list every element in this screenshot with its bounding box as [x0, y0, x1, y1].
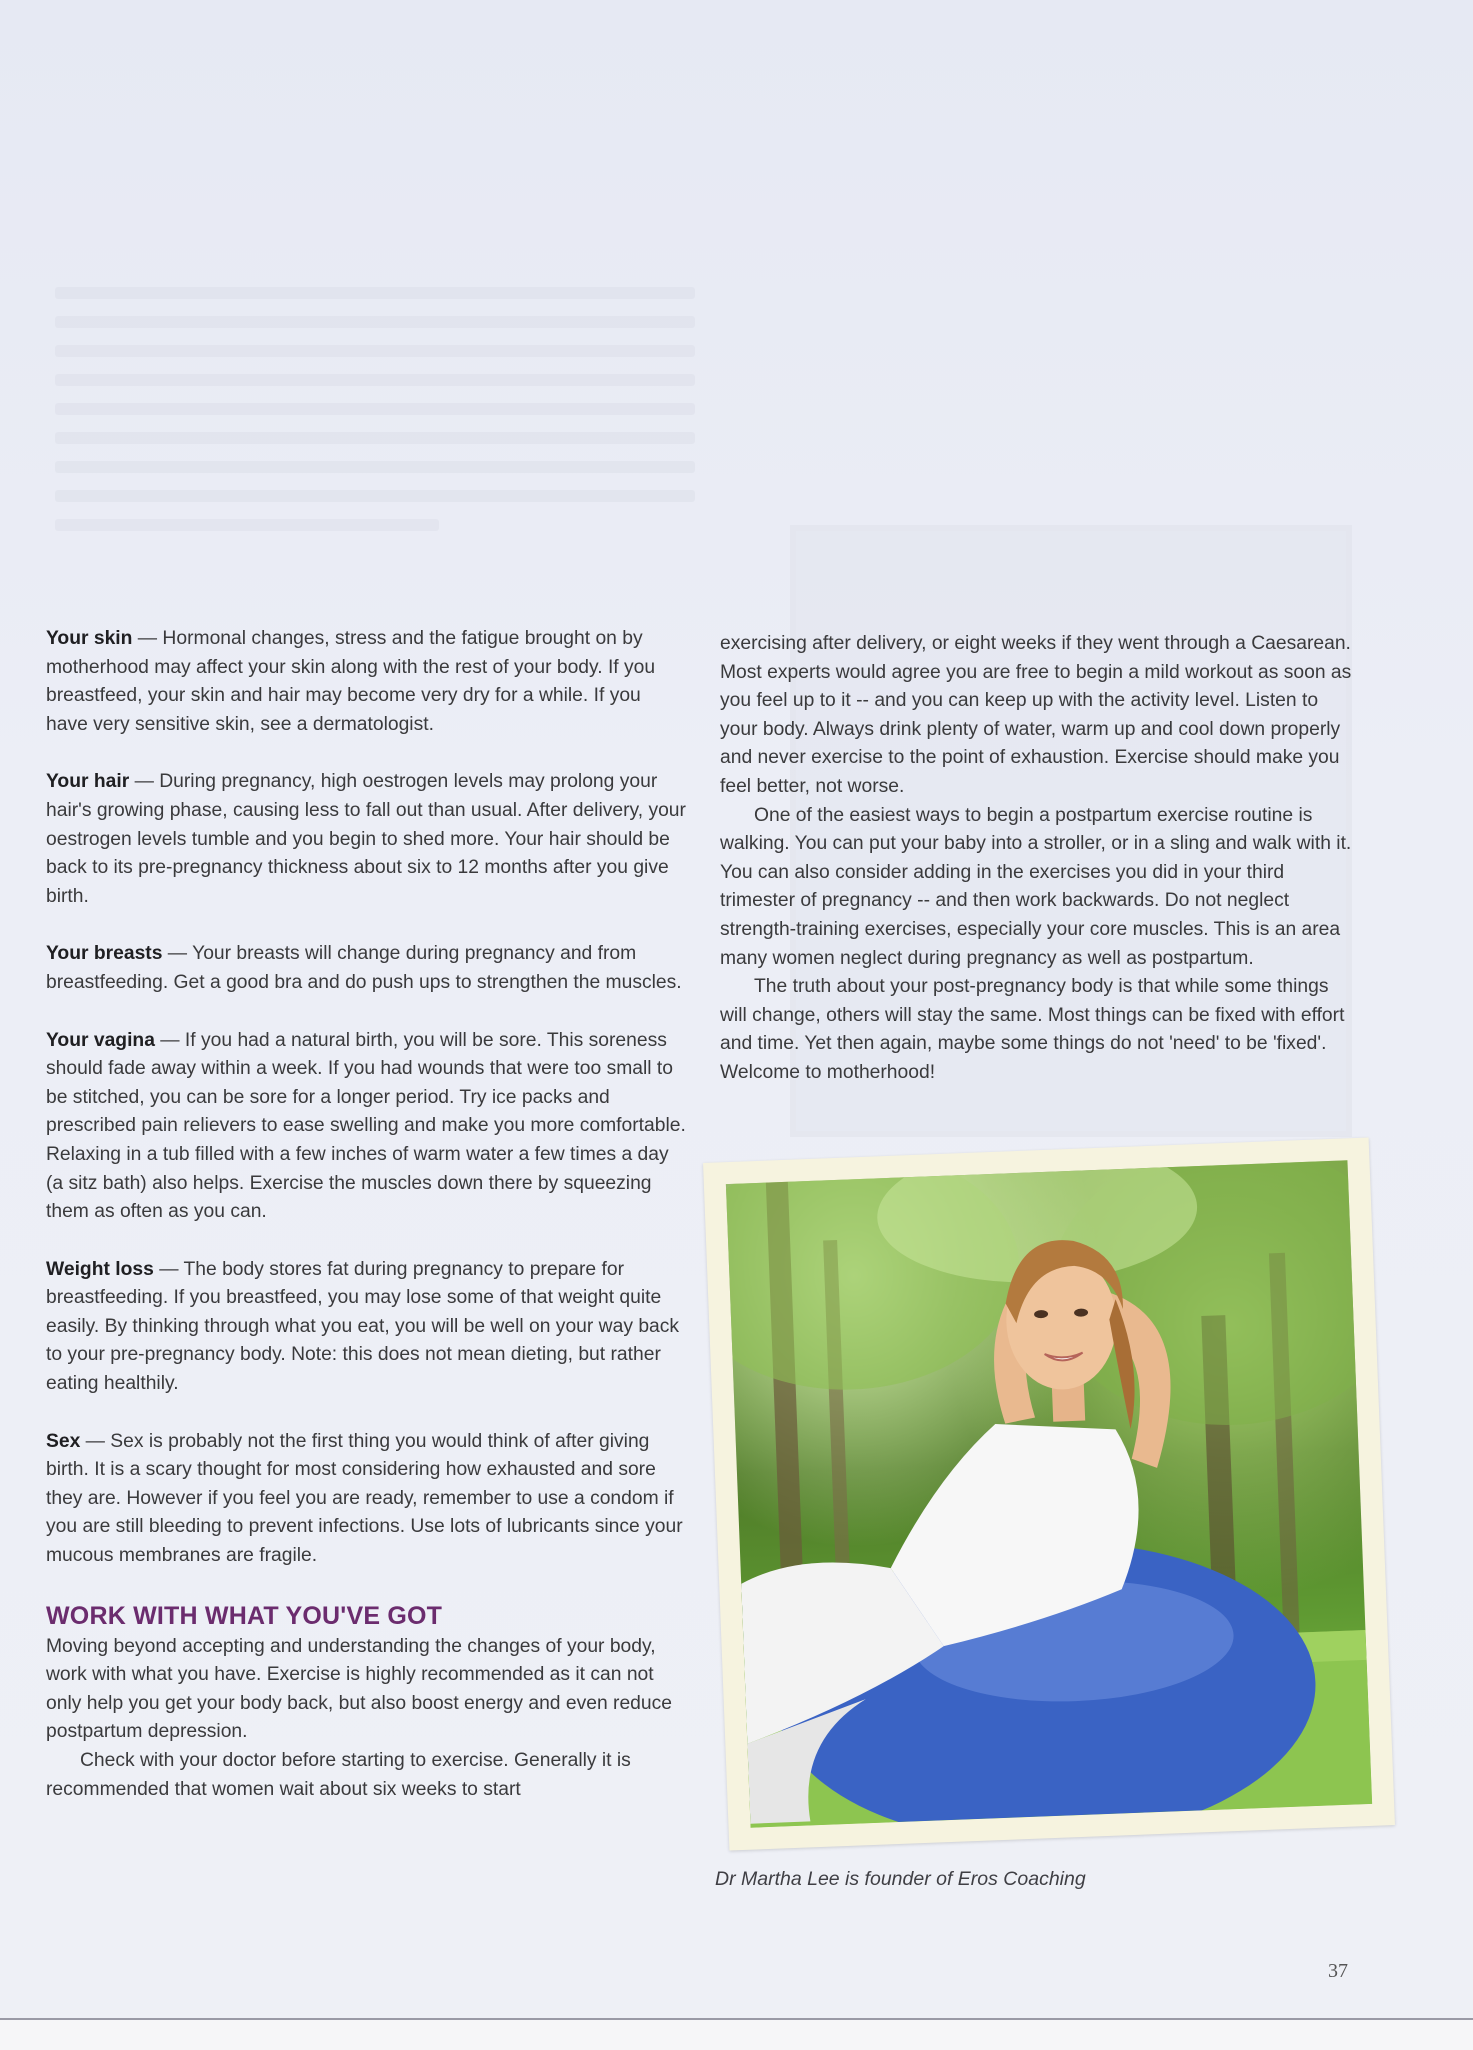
left-column	[46, 625, 686, 1804]
photo-caption: Dr Martha Lee is founder of Eros Coaching	[715, 1868, 1086, 1890]
right-column	[720, 630, 1360, 1088]
section-paragraph: Moving beyond accepting and understanding the changes of your body, work with what you have. Exercise is highly recommended as it can not only help you get your body back, but also boost energy and even reduce postpartum depression.	[46, 1635, 672, 1743]
body-paragraph: The truth about your post-pregnancy body is that while some things will change, others will stay the same. Most things can be fixed with effort and time. Yet then again, maybe some things do not 'need' to be 'fixed'. Welcome to motherhood!	[720, 976, 1345, 1083]
paragraph-breasts: Your breasts — Your breasts will change during pregnancy and from breastfeeding. Get a good bra and do push ups to strengthen the muscles.	[46, 943, 682, 993]
paragraph-weight-loss: Weight loss — The body stores fat during pregnancy to prepare for breastfeeding. If you breastfeed, you may lose some of that weight quite easily. By thinking through what you eat, you will be well on your way back to your pre-pregnancy body. Note: this does not mean dieting, but rather eating healthily.	[46, 1258, 680, 1395]
section-heading: WORK WITH WHAT YOU'VE GOT	[46, 1601, 443, 1630]
paragraph-skin: Your skin — Hormonal changes, stress and the fatigue brought on by motherhood may affect your skin along with the rest of your body. If you breastfeed, your skin and hair may become very dry for a while. If you have very sensitive skin, see a dermatologist.	[46, 628, 656, 735]
page-bottom-edge	[0, 2018, 1473, 2050]
paragraph-vagina: Your vagina — If you had a natural birth, you will be sore. This soreness should fade away within a week. If you had wounds that were too small to be stitched, you can be sore for a longer period. Try ice packs and prescribed pain relievers to ease swelling and make you more comfortable. Relaxing in a tub filled with a few inches of warm water a few times a day (a sitz bath) also helps. Exercise the muscles down there by squeezing them as often as you can.	[46, 1029, 686, 1223]
section-paragraph: Check with your doctor before starting to exercise. Generally it is recommended that women wait about six weeks to start	[46, 1750, 631, 1800]
photo-frame	[703, 1137, 1395, 1850]
woman-exercise-ball-photo	[726, 1160, 1372, 1827]
paragraph-hair: Your hair — During pregnancy, high oestrogen levels may prolong your hair's growing phase, causing less to fall out than usual. After delivery, your oestrogen levels tumble and you begin to shed more. Your hair should be back to its pre-pregnancy thickness about six to 12 months after you give birth.	[46, 771, 686, 907]
body-paragraph: One of the easiest ways to begin a postpartum exercise routine is walking. You can put your baby into a stroller, or in a sling and walk with it. You can also consider adding in the exercises you did in your third trimester of pregnancy -- and then work backwards. Do not neglect strength-training exercises, especially your core muscles. This is an area many women neglect during pregnancy as well as postpartum.	[720, 804, 1352, 969]
show-through-text	[55, 270, 695, 548]
photo-illustration	[726, 1160, 1372, 1827]
page-number: 37	[1328, 1960, 1348, 1982]
body-paragraph: exercising after delivery, or eight weeks if they went through a Caesarean. Most experts would agree you are free to begin a mild workout as soon as you feel up to it -- and you can keep up with the activity level. Listen to your body. Always drink plenty of water, warm up and cool down properly and never exercise to the point of exhaustion. Exercise should make you feel better, not worse.	[720, 633, 1352, 797]
paragraph-sex: Sex — Sex is probably not the first thing you would think of after giving birth. It is a scary thought for most considering how exhausted and sore they are. However if you feel you are ready, remember to use a condom if you are still bleeding to prevent infections. Use lots of lubricants since your mucous membranes are fragile.	[46, 1430, 683, 1567]
